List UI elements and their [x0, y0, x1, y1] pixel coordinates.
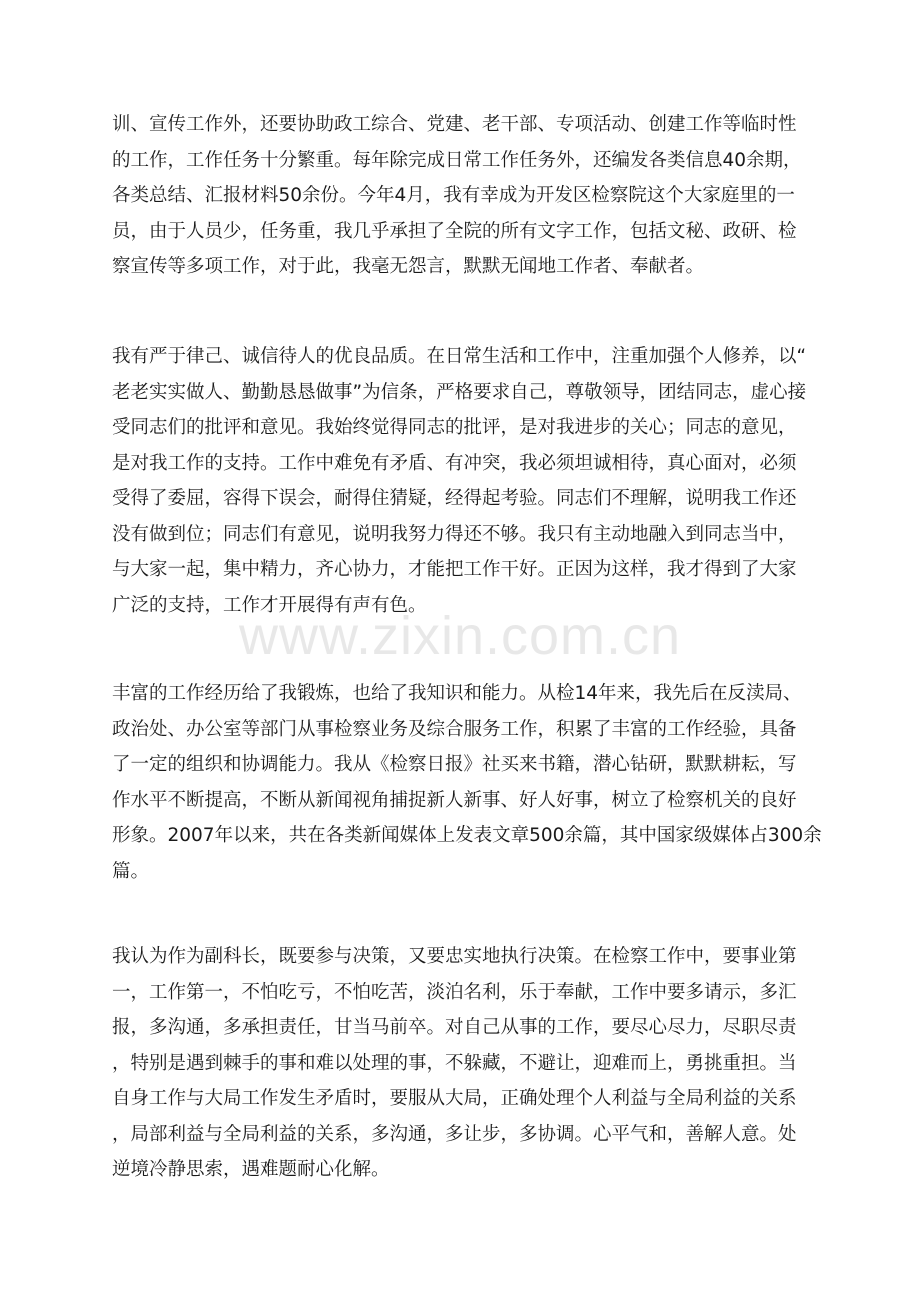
- text-line: ，局部利益与全局利益的关系，多沟通，多让步，多协调。心平气和，善解人意。处: [112, 1123, 797, 1145]
- text-line: 形象。2007年以来，共在各类新闻媒体上发表文章500余篇，其中国家级媒体占300余: [112, 825, 822, 846]
- text-line: 我有严于律己、诚信待人的优良品质。在日常生活和工作中，注重加强个人修养，以“: [112, 346, 807, 367]
- paragraph-1: [112, 107, 812, 285]
- text-line: 受同志们的批评和意见。我始终觉得同志的批评，是对我进步的关心；同志的意见，: [112, 417, 797, 438]
- text-line: 训、宣传工作外，还要协助政工综合、党建、老干部、专项活动、创建工作等临时性: [112, 114, 797, 135]
- text-line: 没有做到位；同志们有意见，说明我努力得还不够。我只有主动地融入到同志当中，: [112, 523, 797, 545]
- text-line: 作水平不断提高，不断从新闻视角捕捉新人新事、好人好事，树立了检察机关的良好: [112, 789, 797, 811]
- text-line: 老老实实做人、勤勤恳恳做事”为信条，严格要求自己，尊敬领导，团结同志，虚心接: [112, 381, 807, 403]
- text-line: 一，工作第一，不怕吃亏，不怕吃苦，淡泊名利，乐于奉献，工作中要多请示，多汇: [112, 981, 797, 1003]
- text-line: ，特别是遇到棘手的事和难以处理的事，不躲藏，不避让，迎难而上，勇挑重担。当: [112, 1052, 797, 1074]
- text-line: 的工作，工作任务十分繁重。每年除完成日常工作任务外，还编发各类信息40余期，: [112, 149, 802, 171]
- text-line: 受得了委屈，容得下误会，耐得住猜疑，经得起考验。同志们不理解，说明我工作还: [112, 488, 797, 509]
- text-line: 篇。: [112, 860, 150, 882]
- text-line: 报，多沟通，多承担责任，甘当马前卒。对自己从事的工作，要尽心尽力，尽职尽责: [112, 1017, 797, 1038]
- text-line: 员，由于人员少，任务重，我几乎承担了全院的所有文字工作，包括文秘、政研、检: [112, 220, 797, 242]
- paragraph-4: [112, 939, 812, 1188]
- watermark: www.zixin.com.cn: [238, 606, 682, 666]
- text-line: 丰富的工作经历给了我锻炼，也给了我知识和能力。从检14年来，我先后在反渎局、: [112, 683, 802, 704]
- text-line: 广泛的支持，工作才开展得有声有色。: [112, 594, 427, 616]
- text-line: 政治处、办公室等部门从事检察业务及综合服务工作，积累了丰富的工作经验，具备: [112, 718, 797, 740]
- paragraph-2: [112, 339, 812, 623]
- text-line: 逆境冷静思索，遇难题耐心化解。: [112, 1159, 390, 1180]
- text-line: 是对我工作的支持。工作中难免有矛盾、有冲突，我必须坦诚相待，真心面对，必须: [112, 452, 797, 474]
- text-line: 察宣传等多项工作，对于此，我毫无怨言，默默无闻地工作者、奉献者。: [112, 256, 705, 277]
- text-line: 各类总结、汇报材料50余份。今年4月，我有幸成为开发区检察院这个大家庭里的一: [112, 185, 795, 206]
- text-line: 自身工作与大局工作发生矛盾时，要服从大局，正确处理个人利益与全局利益的关系: [112, 1088, 797, 1109]
- text-line: 我认为作为副科长，既要参与决策，又要忠实地执行决策。在检察工作中，要事业第: [112, 946, 797, 967]
- text-line: 了一定的组织和协调能力。我从《检察日报》社买来书籍，潜心钻研，默默耕耘，写: [112, 754, 797, 775]
- paragraph-3: [112, 676, 822, 889]
- text-line: 与大家一起，集中精力，齐心协力，才能把工作干好。正因为这样，我才得到了大家: [112, 559, 797, 580]
